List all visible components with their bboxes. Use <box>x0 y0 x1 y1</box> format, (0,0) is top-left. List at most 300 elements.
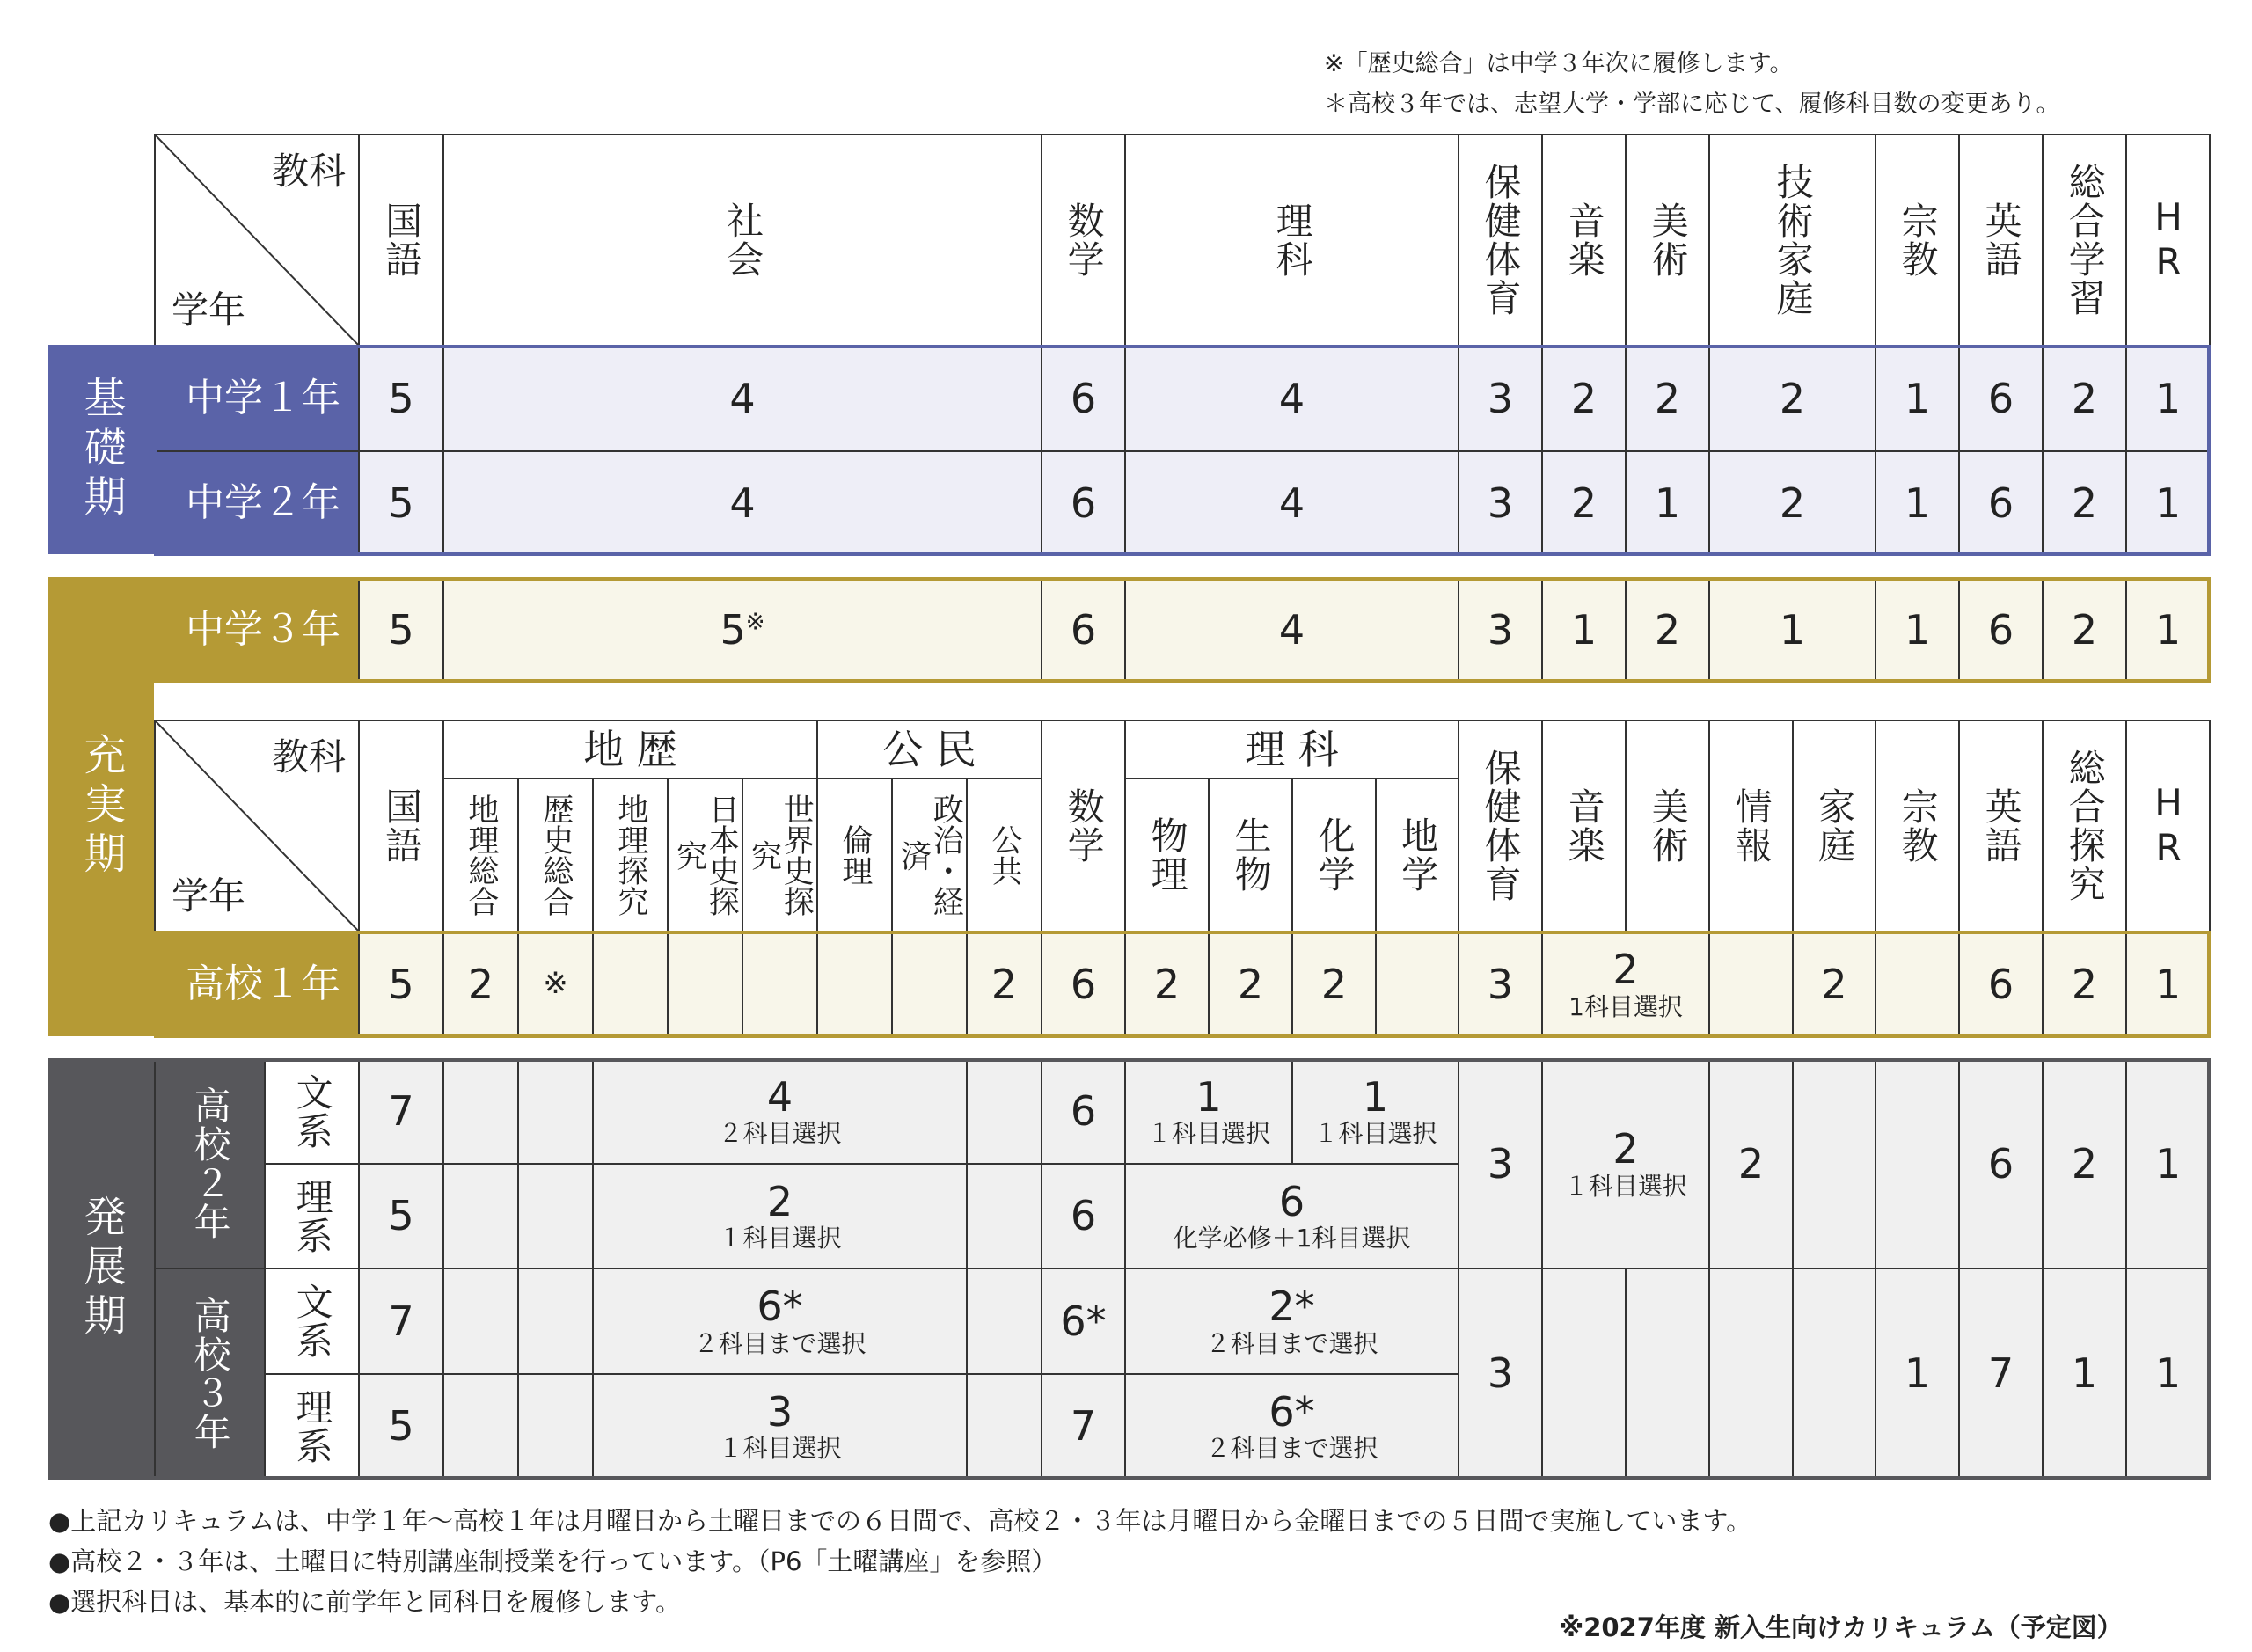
jh-row3-bijutsu <box>1625 577 1710 683</box>
hs1-butsuri-value: 2 <box>1153 960 1181 1008</box>
jh-row2-shukyo-value: 1 <box>1904 479 1931 527</box>
hs2-art-note: １科目選択 <box>1563 1171 1687 1201</box>
hs3-hr <box>2125 1268 2211 1480</box>
header2-rekishi_sogo <box>517 778 594 932</box>
hs2-r-kokyo <box>966 1163 1042 1269</box>
header2-joho <box>1708 720 1794 932</box>
hs2-r-chireki-note: １科目選択 <box>718 1224 842 1254</box>
header2-sekaishi-value: 世界史探究 <box>746 793 815 917</box>
header1-kokugo <box>358 134 444 347</box>
jh-row3-hoken-value: 3 <box>1487 605 1514 654</box>
hs1-rekishi_sogo-value: ※ <box>543 966 568 1002</box>
header2-shukyo <box>1875 720 1960 932</box>
hs2-hoken-value: 3 <box>1487 1139 1514 1188</box>
hs2-b-sugaku-value: 6 <box>1070 1087 1097 1136</box>
phase-hatten-label: 発展期 <box>77 1194 126 1342</box>
hs2-r-rika-note: 化学必修＋1科目選択 <box>1173 1224 1411 1254</box>
header1-rika-value: 理科 <box>1270 201 1314 279</box>
header2-nihonshi <box>667 778 743 932</box>
jh-row2-sugaku <box>1041 450 1126 556</box>
phase-jujitsu-label: 充実期 <box>77 733 126 881</box>
hs2-sogo <box>2042 1058 2127 1269</box>
hs3-rikei <box>264 1373 360 1480</box>
header1-gika <box>1708 134 1876 347</box>
header2-chireki <box>442 720 818 779</box>
hs1-art-value: 2 <box>1612 946 1639 994</box>
hs1-kokugo <box>358 931 444 1038</box>
jh-row2-year-value: 中学２年 <box>186 479 340 525</box>
hs1-art <box>1541 931 1710 1038</box>
header2-sogo <box>2042 720 2127 932</box>
hs1-year <box>154 931 360 1038</box>
hs2-b-kokyo <box>966 1058 1042 1165</box>
hs3-bijutsu <box>1625 1268 1710 1480</box>
header2-rinri <box>816 778 893 932</box>
jh-row3-year <box>154 577 360 683</box>
header2-hr <box>2125 720 2211 932</box>
header1-sugaku <box>1041 134 1126 347</box>
hs1-rinri <box>816 931 893 1038</box>
hs3-b-rekishi-sogo <box>517 1268 594 1375</box>
jh-row3-sogo <box>2042 577 2127 683</box>
jh-row1-hr-value: 1 <box>2154 374 2182 422</box>
jh-row2-ongaku <box>1541 450 1627 556</box>
header2-komin-value: 公 民 <box>882 725 976 773</box>
hs3-katei <box>1792 1268 1876 1480</box>
header2-chireki-value: 地 歴 <box>583 725 677 773</box>
jh-row3-gika-value: 1 <box>1779 605 1806 654</box>
header2-sugaku-value: 数学 <box>1062 787 1106 865</box>
header1-bijutsu <box>1625 134 1710 347</box>
hs2-art-value: 2 <box>1612 1125 1639 1173</box>
hs3-b-chiri-sogo <box>442 1268 519 1375</box>
header2-seibutsu <box>1208 778 1293 932</box>
jh-row1-eigo <box>1958 345 2044 452</box>
hs2-rikei-value: 理系 <box>290 1177 334 1255</box>
jh-row2-rika-value: 4 <box>1278 479 1305 527</box>
hs1-rekishi_sogo <box>517 931 594 1038</box>
hs1-seibutsu <box>1208 931 1293 1038</box>
jh-row1-shukyo-value: 1 <box>1904 374 1931 422</box>
jh-row2-sogo <box>2042 450 2127 556</box>
jh-row2-shukyo <box>1875 450 1960 556</box>
hs2-r-kokugo-value: 5 <box>388 1192 414 1240</box>
jh-row1-rika <box>1124 345 1459 452</box>
hs2-bunkei <box>264 1058 360 1165</box>
hs3-r-chireki <box>592 1373 968 1480</box>
hs1-seiji <box>891 931 968 1038</box>
hs2-b-rika1-value: 1 <box>1195 1072 1222 1121</box>
hs1-nihonshi <box>667 931 743 1038</box>
hs3-joho <box>1708 1268 1794 1480</box>
jh-row1-gika-value: 2 <box>1779 374 1806 422</box>
jh-row3-shakai-mark: ※ <box>745 609 765 636</box>
hs1-kagaku <box>1291 931 1377 1038</box>
header1-eigo-value: 英語 <box>1979 201 2023 279</box>
hs2-eigo <box>1958 1058 2044 1269</box>
jh-row2-eigo-value: 6 <box>1987 479 2014 527</box>
hs2-b-sugaku <box>1041 1058 1126 1165</box>
hs3-r-chireki-note: １科目選択 <box>718 1434 842 1464</box>
hs2-joho-value: 2 <box>1737 1139 1765 1188</box>
hs2-b-chireki <box>592 1058 968 1165</box>
hs1-butsuri <box>1124 931 1210 1038</box>
jh-row2-gika-value: 2 <box>1779 479 1806 527</box>
hs3-r-rika-note: ２科目まで選択 <box>1205 1434 1378 1464</box>
hs1-joho <box>1708 931 1794 1038</box>
header2-nihonshi-value: 日本史探究 <box>671 793 740 917</box>
header2-komin <box>816 720 1042 779</box>
hs2-sogo-value: 2 <box>2071 1139 2098 1188</box>
hs3-shukyo <box>1875 1268 1960 1480</box>
hs3-b-rika-note: ２科目まで選択 <box>1205 1328 1378 1358</box>
header2-ongaku-value: 音楽 <box>1562 787 1606 865</box>
hs3-r-kokugo <box>358 1373 444 1480</box>
jh-row1-rika-value: 4 <box>1278 374 1305 422</box>
jh-row2-bijutsu-value: 1 <box>1654 479 1681 527</box>
hs3-b-rika-value: 2* <box>1269 1283 1315 1331</box>
header2-kokyo <box>966 778 1042 932</box>
hs1-sugaku-value: 6 <box>1070 960 1097 1008</box>
jh-row3-sugaku-value: 6 <box>1070 605 1097 654</box>
header2-kagaku-value: 化学 <box>1312 816 1356 894</box>
hs3-r-kokugo-value: 5 <box>388 1402 414 1451</box>
jh-row3-eigo <box>1958 577 2044 683</box>
hs2-r-chiri-sogo <box>442 1163 519 1269</box>
jh-row1-ongaku <box>1541 345 1627 452</box>
jh-row2-rika <box>1124 450 1459 556</box>
hs2-b-chireki-value: 4 <box>766 1072 793 1121</box>
hs2-rikei <box>264 1163 360 1269</box>
hs1-hr-value: 1 <box>2154 960 2182 1008</box>
jh-row1-sogo <box>2042 345 2127 452</box>
header2-hoken-value: 保健体育 <box>1479 749 1523 903</box>
jh-row1-shakai-value: 4 <box>729 374 756 422</box>
jh-row2-gika <box>1708 450 1876 556</box>
jh-row1-hr <box>2125 345 2211 452</box>
hs2-b-rika1 <box>1124 1058 1293 1165</box>
header2-joho-value: 情報 <box>1729 787 1773 865</box>
hs2-art <box>1541 1058 1710 1269</box>
hs3-ongaku <box>1541 1268 1627 1480</box>
hs1-kagaku-value: 2 <box>1320 960 1348 1008</box>
hs2-r-rika-value: 6 <box>1278 1177 1305 1225</box>
header2-sogo-value: 総合探究 <box>2063 749 2107 903</box>
hs2-r-kokugo <box>358 1163 444 1269</box>
jh-row3-rika <box>1124 577 1459 683</box>
hs1-eigo <box>1958 931 2044 1038</box>
hs2-b-kokugo <box>358 1058 444 1165</box>
header2-seibutsu-value: 生物 <box>1229 816 1273 894</box>
header1-sugaku-value: 数学 <box>1062 201 1106 279</box>
header2-chiri_tankyu <box>592 778 669 932</box>
jh-row3-gika <box>1708 577 1876 683</box>
jh-row3-kokugo <box>358 577 444 683</box>
header2-rekishi_sogo-value: 歴史総合 <box>537 793 574 917</box>
header2-hr-value: HR <box>2146 781 2190 871</box>
hs2-eigo-value: 6 <box>1987 1139 2014 1188</box>
header2-kagaku <box>1291 778 1377 932</box>
jh-row3-shakai-value: 5※ <box>720 605 765 654</box>
header2-chigaku-value: 地学 <box>1396 816 1440 894</box>
hs1-hoken-value: 3 <box>1487 960 1514 1008</box>
jh-row3-sogo-value: 2 <box>2071 605 2098 654</box>
hs2-r-chireki <box>592 1163 968 1269</box>
hs1-katei <box>1792 931 1876 1038</box>
jh-row2-sogo-value: 2 <box>2071 479 2098 527</box>
hs2-b-rekishi-sogo <box>517 1058 594 1165</box>
hs2-r-rekishi-sogo <box>517 1163 594 1269</box>
header1-bijutsu-value: 美術 <box>1646 201 1690 279</box>
header1-hoken-value: 保健体育 <box>1479 163 1523 318</box>
header2-ongaku <box>1541 720 1627 932</box>
hs2-year-value: 高校２年 <box>188 1086 232 1241</box>
header2-sekaishi <box>742 778 818 932</box>
hs3-r-kokyo <box>966 1373 1042 1480</box>
hs1-chiri_tankyu <box>592 931 669 1038</box>
phase-jujitsu <box>48 577 154 1036</box>
hs1-chiri_sogo-value: 2 <box>467 960 494 1008</box>
hs3-b-rika <box>1124 1268 1459 1375</box>
header2-eigo <box>1958 720 2044 932</box>
hs2-joho <box>1708 1058 1794 1269</box>
jh-row2-shakai-value: 4 <box>729 479 756 527</box>
footnote-1: ●上記カリキュラムは、中学１年〜高校１年は月曜日から土曜日までの６日間で、高校２・３年は月曜日から金曜日までの５日間で実施しています。 <box>48 1506 1752 1536</box>
jh-row1-sugaku <box>1041 345 1126 452</box>
hs2-b-rika2-note: １科目選択 <box>1313 1119 1437 1149</box>
hs2-shukyo <box>1875 1058 1960 1269</box>
header2-bijutsu-value: 美術 <box>1646 787 1690 865</box>
header2-sugaku <box>1041 720 1126 932</box>
top-note-2: ＊高校３年では、志望大学・学部に応じて、履修科目数の変更あり。 <box>1324 91 2060 118</box>
jh-row3-year-value: 中学３年 <box>186 606 340 652</box>
jh-row1-shukyo <box>1875 345 1960 452</box>
jh-row2-hr-value: 1 <box>2154 479 2182 527</box>
header1-ongaku-value: 音楽 <box>1562 201 1606 279</box>
hs1-katei-value: 2 <box>1821 960 1847 1008</box>
hs2-hr-value: 1 <box>2154 1139 2182 1188</box>
hs3-b-chireki-value: 6* <box>757 1283 803 1331</box>
hs3-b-sugaku-value: 6* <box>1060 1297 1107 1345</box>
hs2-r-rika <box>1124 1163 1459 1269</box>
hs2-katei <box>1792 1058 1876 1269</box>
hs3-r-rekishi-sogo <box>517 1373 594 1480</box>
header1-hoken <box>1458 134 1543 347</box>
hs3-b-chireki-note: ２科目まで選択 <box>693 1328 866 1358</box>
hs3-year-value: 高校３年 <box>188 1296 232 1451</box>
header1-shakai <box>442 134 1042 347</box>
jh-row2-ongaku-value: 2 <box>1570 479 1598 527</box>
header2-kokugo <box>358 720 444 932</box>
header2-seiji <box>891 778 968 932</box>
jh-row1-hoken-value: 3 <box>1487 374 1514 422</box>
header1-shukyo-value: 宗教 <box>1896 201 1940 279</box>
hs2-r-sugaku-value: 6 <box>1070 1192 1097 1240</box>
hs3-b-kokyo <box>966 1268 1042 1375</box>
hs3-r-chiri-sogo <box>442 1373 519 1480</box>
hs1-sogo-value: 2 <box>2071 960 2098 1008</box>
header2-bijutsu <box>1625 720 1710 932</box>
phase-kiso <box>48 345 154 554</box>
hs1-chiri_sogo <box>442 931 519 1038</box>
jh-row2-kokugo <box>358 450 444 556</box>
hs2-b-kokugo-value: 7 <box>388 1087 414 1136</box>
hs3-b-kokugo-value: 7 <box>388 1297 414 1345</box>
hs3-sogo <box>2042 1268 2127 1480</box>
jh-row3-hr <box>2125 577 2211 683</box>
header1-gika-value: 技術家庭 <box>1771 163 1815 318</box>
hs1-art-note: 1科目選択 <box>1568 991 1683 1021</box>
header2-rinri-value: 倫理 <box>837 824 873 886</box>
hs1-kokugo-value: 5 <box>388 960 414 1008</box>
jh-row3-hoken <box>1458 577 1543 683</box>
hs2-r-chireki-value: 2 <box>766 1177 793 1225</box>
header2-corner <box>154 720 360 932</box>
hs1-shukyo <box>1875 931 1960 1038</box>
hs2-b-chireki-note: ２科目選択 <box>718 1119 842 1149</box>
hs3-hoken <box>1458 1268 1543 1480</box>
jh-row2-hoken-value: 3 <box>1487 479 1514 527</box>
hs1-sekaishi <box>742 931 818 1038</box>
jh-row3-shukyo-value: 1 <box>1904 605 1931 654</box>
jh-row1-year <box>154 345 360 452</box>
hs2-b-chiri-sogo <box>442 1058 519 1165</box>
header2-kokugo-value: 国語 <box>380 787 424 865</box>
header2-corner-subject-label: 教科 <box>271 735 346 778</box>
jh-row1-hoken <box>1458 345 1543 452</box>
header2-katei <box>1792 720 1876 932</box>
jh-row3-kokugo-value: 5 <box>388 605 414 654</box>
hs3-year <box>154 1268 266 1480</box>
hs3-r-sugaku <box>1041 1373 1126 1480</box>
footnote-curriculum-label: ※2027年度 新入生向けカリキュラム（予定図） <box>1559 1612 2123 1642</box>
jh-row2-shakai <box>442 450 1042 556</box>
header1-corner-subject-label: 教科 <box>271 150 346 193</box>
header1-shukyo <box>1875 134 1960 347</box>
header2-kokyo-value: 公共 <box>986 824 1022 886</box>
hs2-hr <box>2125 1058 2211 1269</box>
header1-eigo <box>1958 134 2044 347</box>
jh-row1-sugaku-value: 6 <box>1070 374 1097 422</box>
jh-row3-rika-value: 4 <box>1278 605 1305 654</box>
jh-row3-bijutsu-value: 2 <box>1654 605 1681 654</box>
hs3-sogo-value: 1 <box>2071 1349 2098 1398</box>
jh-row3-ongaku-value: 1 <box>1570 605 1598 654</box>
hs3-b-chireki <box>592 1268 968 1375</box>
header2-butsuri-value: 物理 <box>1145 816 1189 894</box>
jh-row2-eigo <box>1958 450 2044 556</box>
jh-row1-bijutsu <box>1625 345 1710 452</box>
footnote-3: ●選択科目は、基本的に前学年と同科目を履修します。 <box>48 1587 681 1617</box>
hs1-sugaku <box>1041 931 1126 1038</box>
jh-row2-hoken <box>1458 450 1543 556</box>
jh-row1-gika <box>1708 345 1876 452</box>
hs2-b-rika1-note: １科目選択 <box>1146 1119 1270 1149</box>
phase-hatten <box>48 1058 154 1478</box>
hs3-bunkei-value: 文系 <box>290 1283 334 1360</box>
hs3-eigo <box>1958 1268 2044 1480</box>
header2-hoken <box>1458 720 1543 932</box>
hs1-kokyo-value: 2 <box>991 960 1018 1008</box>
jh-row3-shukyo <box>1875 577 1960 683</box>
header2-katei-value: 家庭 <box>1813 787 1857 865</box>
header2-eigo-value: 英語 <box>1979 787 2023 865</box>
jh-row3-shakai <box>442 577 1042 683</box>
jh-row1-bijutsu-value: 2 <box>1654 374 1681 422</box>
hs3-hoken-value: 3 <box>1487 1349 1514 1398</box>
hs3-b-kokugo <box>358 1268 444 1375</box>
hs3-shukyo-value: 1 <box>1904 1349 1931 1398</box>
hs3-hr-value: 1 <box>2154 1349 2182 1398</box>
hs2-b-rika2 <box>1291 1058 1459 1165</box>
header1-corner-grade-label: 学年 <box>172 288 246 332</box>
jh-row1-eigo-value: 6 <box>1987 374 2014 422</box>
header1-kokugo-value: 国語 <box>380 201 424 279</box>
top-note-1: ※「歴史総合」は中学３年次に履修します。 <box>1324 50 1794 77</box>
footnote-2: ●高校２・３年は、土曜日に特別講座制授業を行っています。（P6「土曜講座」を参照） <box>48 1546 1057 1576</box>
hs3-r-sugaku-value: 7 <box>1070 1402 1097 1451</box>
header2-chiri_sogo-value: 地理総合 <box>463 793 499 917</box>
header2-rika <box>1124 720 1459 779</box>
hs3-rikei-value: 理系 <box>290 1387 334 1466</box>
hs3-r-rika <box>1124 1373 1459 1480</box>
jh-row2-year <box>154 450 360 556</box>
hs1-seibutsu-value: 2 <box>1237 960 1264 1008</box>
jh-row1-shakai <box>442 345 1042 452</box>
header1-hr <box>2125 134 2211 347</box>
phase-kiso-label: 基礎期 <box>77 376 126 523</box>
jh-row1-kokugo <box>358 345 444 452</box>
hs1-kokyo <box>966 931 1042 1038</box>
jh-row3-sugaku <box>1041 577 1126 683</box>
jh-row1-year-value: 中学１年 <box>186 375 340 420</box>
hs1-hoken <box>1458 931 1543 1038</box>
jh-row2-sugaku-value: 6 <box>1070 479 1097 527</box>
header1-shakai-value: 社会 <box>721 201 765 279</box>
header1-corner <box>154 134 360 347</box>
header1-sogo <box>2042 134 2127 347</box>
hs1-chigaku <box>1375 931 1459 1038</box>
hs3-b-sugaku <box>1041 1268 1126 1375</box>
hs2-bunkei-value: 文系 <box>290 1072 334 1151</box>
jh-row3-eigo-value: 6 <box>1987 605 2014 654</box>
hs3-r-rika-value: 6* <box>1269 1387 1315 1436</box>
hs2-year <box>154 1058 266 1269</box>
jh-row1-ongaku-value: 2 <box>1570 374 1598 422</box>
header1-hr-value: HR <box>2146 195 2190 285</box>
jh-row2-bijutsu <box>1625 450 1710 556</box>
hs3-eigo-value: 7 <box>1987 1349 2014 1398</box>
hs1-eigo-value: 6 <box>1987 960 2014 1008</box>
header2-corner-grade-label: 学年 <box>172 874 246 917</box>
jh-row2-hr <box>2125 450 2211 556</box>
hs1-sogo <box>2042 931 2127 1038</box>
header2-seiji-value: 政治・経済 <box>896 793 964 917</box>
jh-row1-kokugo-value: 5 <box>388 374 414 422</box>
header1-rika <box>1124 134 1459 347</box>
header1-sogo-value: 総合学習 <box>2063 163 2107 318</box>
hs2-hoken <box>1458 1058 1543 1269</box>
header2-shukyo-value: 宗教 <box>1896 787 1940 865</box>
hs2-b-rika2-value: 1 <box>1362 1072 1389 1121</box>
jh-row2-kokugo-value: 5 <box>388 479 414 527</box>
hs1-hr <box>2125 931 2211 1038</box>
hs2-r-sugaku <box>1041 1163 1126 1269</box>
header1-ongaku <box>1541 134 1627 347</box>
jh-row1-sogo-value: 2 <box>2071 374 2098 422</box>
hs1-year-value: 高校１年 <box>186 961 340 1006</box>
header2-chigaku <box>1375 778 1459 932</box>
